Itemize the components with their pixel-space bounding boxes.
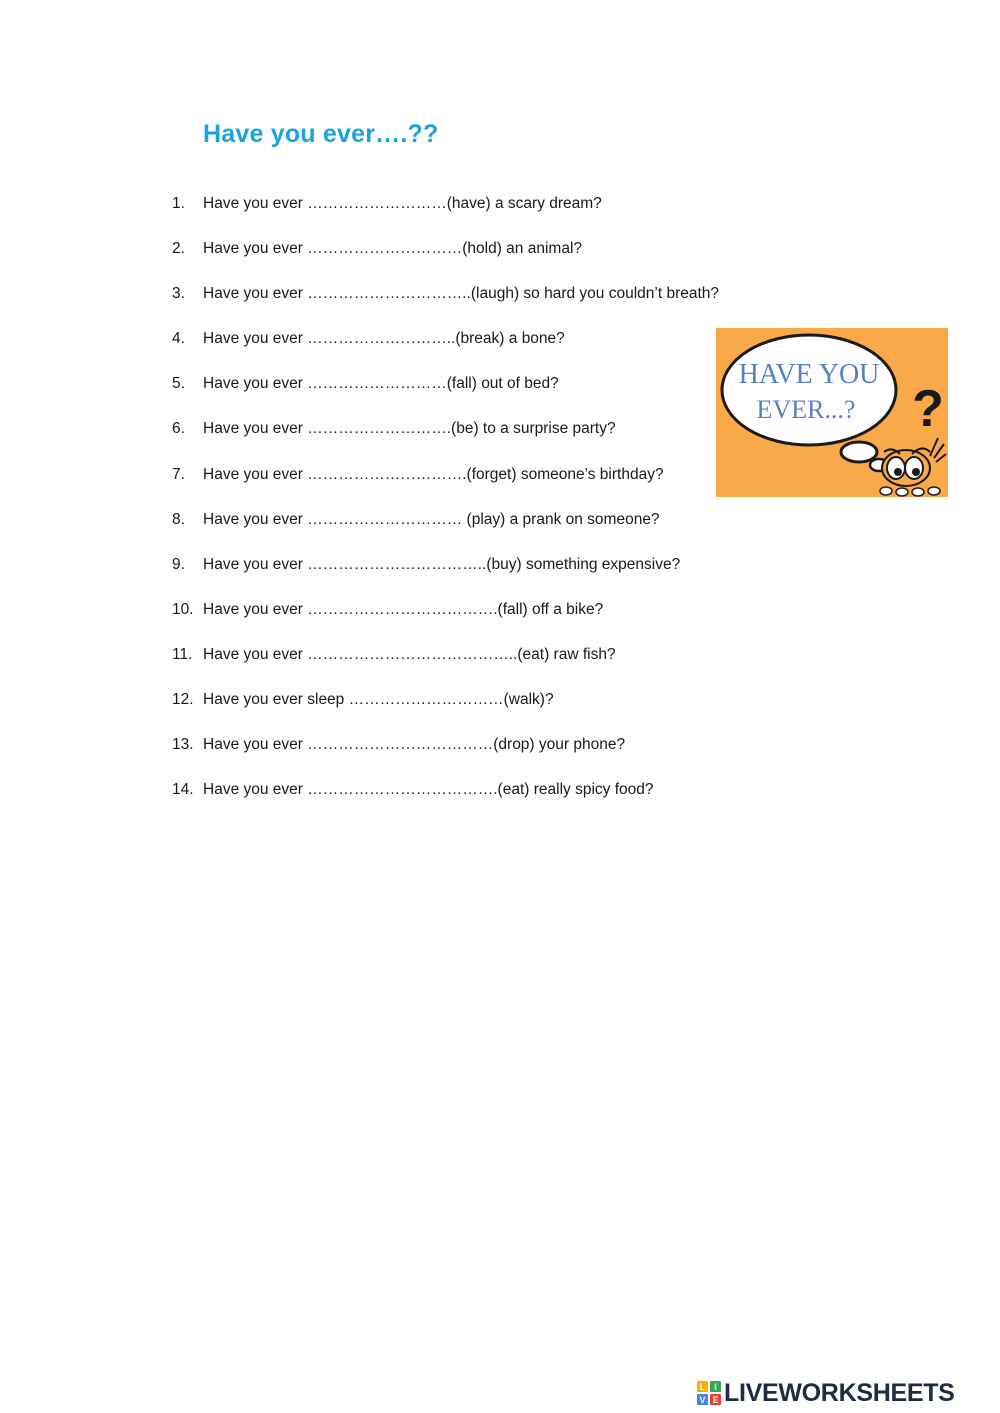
question-text: Have you ever ………………………..(break) a bone? xyxy=(203,330,565,348)
question-text: Have you ever sleep …………………………(walk)? xyxy=(203,691,554,709)
question-text: Have you ever ……………………………..(buy) something expensive? xyxy=(203,555,681,573)
question-item xyxy=(172,237,719,282)
question-item xyxy=(172,643,719,688)
bubble-line-2: EVER...? xyxy=(756,395,856,424)
question-number: 5. xyxy=(172,375,185,393)
liveworksheets-branding xyxy=(697,1378,955,1408)
question-item xyxy=(172,417,719,462)
svg-text:E: E xyxy=(712,1395,719,1405)
question-text: Have you ever ………………………………(drop) your phone? xyxy=(203,736,626,754)
question-number: 12. xyxy=(172,691,194,709)
question-text: Have you ever ……………………………….(fall) off a bike? xyxy=(203,600,604,618)
question-item xyxy=(172,508,719,553)
question-list xyxy=(172,192,719,823)
question-item xyxy=(172,192,719,237)
question-number: 9. xyxy=(172,555,185,573)
thought-dot-large xyxy=(841,442,877,462)
thought-bubble xyxy=(722,335,896,445)
question-text: Have you ever …………………………..(laugh) so hard you couldn’t breath? xyxy=(203,285,720,303)
question-mark-icon: ? xyxy=(912,380,944,438)
have-you-ever-illustration xyxy=(716,328,948,497)
svg-text:V: V xyxy=(699,1395,706,1405)
bubble-line-1: HAVE YOU xyxy=(738,359,880,390)
liveworksheets-wordmark: LIVEWORKSHEETS xyxy=(724,1378,955,1407)
question-number: 2. xyxy=(172,240,185,258)
question-text: Have you ever ………………………(have) a scary dream? xyxy=(203,195,602,212)
question-text: Have you ever …………………………(hold) an animal? xyxy=(203,240,583,258)
svg-text:I: I xyxy=(714,1382,717,1392)
question-number: 7. xyxy=(172,465,185,483)
cartoon-thought-bubble-icon xyxy=(716,328,948,497)
question-text: Have you ever …………………………………..(eat) raw fish? xyxy=(203,645,616,663)
liveworksheets-logo-icon xyxy=(697,1381,721,1405)
svg-text:L: L xyxy=(699,1382,706,1392)
question-text: Have you ever ……………………….(be) to a surprise party? xyxy=(203,420,616,438)
question-item xyxy=(172,327,719,372)
question-item xyxy=(172,282,719,327)
question-number: 6. xyxy=(172,420,185,438)
question-item xyxy=(172,778,719,823)
question-number: 10. xyxy=(172,600,194,618)
worksheet-title: Have you ever….?? xyxy=(203,120,439,148)
question-number: 8. xyxy=(172,510,185,528)
question-item xyxy=(172,372,719,417)
question-number: 4. xyxy=(172,330,185,348)
question-item xyxy=(172,598,719,643)
question-number: 13. xyxy=(172,736,194,754)
question-item xyxy=(172,463,719,508)
question-number: 1. xyxy=(172,195,185,212)
question-text: Have you ever ………………………….(forget) someone’s birthday? xyxy=(203,465,664,483)
question-text: Have you ever ………………………(fall) out of bed? xyxy=(203,375,559,393)
question-item xyxy=(172,733,719,778)
question-number: 3. xyxy=(172,285,185,303)
question-number: 14. xyxy=(172,781,194,799)
question-number: 11. xyxy=(172,645,193,663)
question-item xyxy=(172,688,719,733)
question-text: Have you ever ……………………………….(eat) really spicy food? xyxy=(203,781,654,799)
question-text: Have you ever ………………………… (play) a prank on someone? xyxy=(203,510,660,528)
question-item xyxy=(172,553,719,598)
